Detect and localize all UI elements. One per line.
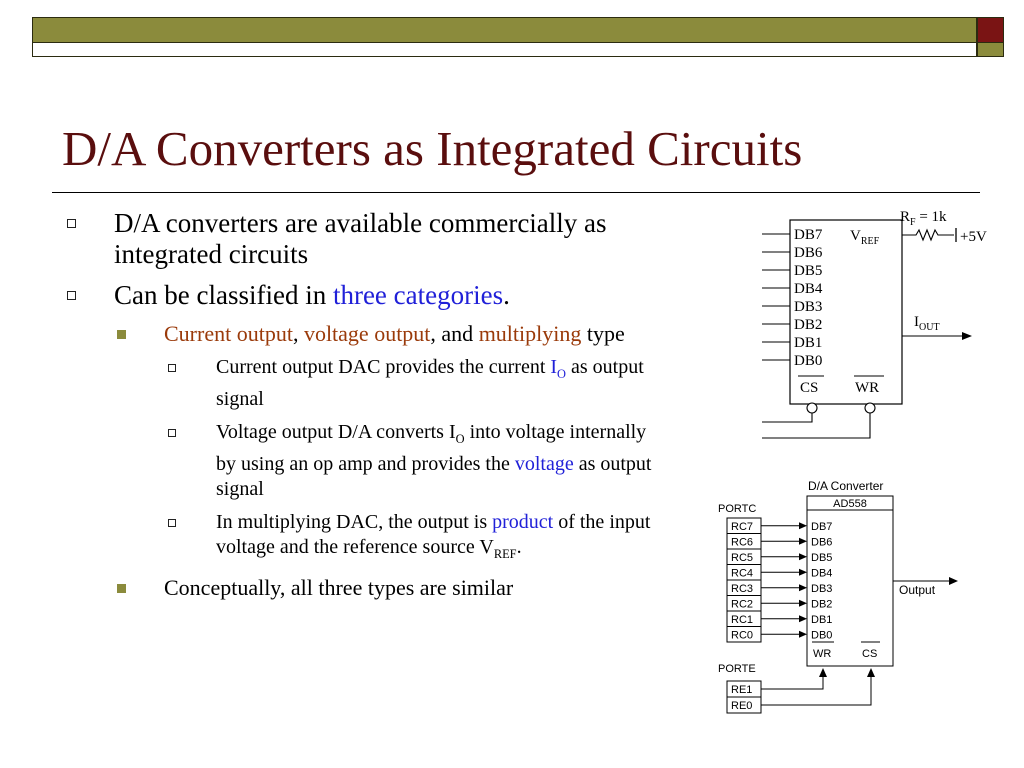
- bullet-text: D/A converters are available commercially as integrated circuits: [114, 208, 607, 269]
- vref-label: $V_{REF}$: [850, 228, 880, 247]
- corner-decor-olive: [977, 43, 1004, 57]
- bullet-classified: Can be classified in three categories.: [62, 280, 662, 311]
- ad558-interface-schematic: [712, 476, 972, 720]
- title-underline: [52, 192, 980, 193]
- pin-label: DB4: [794, 281, 823, 297]
- data-arrow-icon: [799, 584, 807, 591]
- top-decor-bar-lower: [32, 43, 977, 57]
- filled-square-bullet-icon: [117, 584, 126, 593]
- data-arrow-icon: [799, 631, 807, 638]
- pin-label: DB1: [794, 335, 823, 351]
- output-label: Output: [899, 583, 936, 597]
- cs-bubble: [807, 403, 817, 413]
- dac-pin-label: DB7: [811, 520, 833, 533]
- input-pin-lines: [762, 234, 790, 360]
- wr-arrow-icon: [819, 668, 827, 677]
- dac-pin-label: DB4: [811, 567, 833, 580]
- data-arrow-icon: [799, 569, 807, 576]
- portc-pin-label: RC5: [731, 551, 754, 564]
- output-arrow-icon: [962, 332, 972, 340]
- cs-label: CS: [800, 380, 819, 396]
- wr-label: WR: [813, 648, 832, 660]
- dac-pin-label: DB2: [811, 598, 833, 611]
- dac-pin-label: DB5: [811, 551, 833, 564]
- data-arrow-icon: [799, 615, 807, 622]
- dac-pin-label: DB6: [811, 536, 833, 549]
- re0-label: RE0: [731, 700, 753, 712]
- portc-pin-label: RC4: [731, 567, 754, 580]
- top-decor-bar: [32, 17, 977, 43]
- hollow-square-bullet-icon: [168, 429, 176, 437]
- re1-wire: [761, 677, 823, 689]
- wr-wire: [762, 413, 870, 438]
- portc-pin-label: RC2: [731, 598, 754, 611]
- dac-pin-label: DB3: [811, 582, 833, 595]
- hollow-square-bullet-icon: [67, 291, 76, 300]
- resistor-icon: [902, 230, 954, 240]
- data-arrow-icon: [799, 538, 807, 545]
- porte-label: PORTE: [718, 663, 756, 675]
- corner-decor-red: [977, 17, 1004, 43]
- data-arrow-icon: [799, 600, 807, 607]
- dac-title: D/A Converter: [808, 479, 884, 493]
- rf-label: $R_F = 1k$: [900, 209, 947, 228]
- cs-wire: [762, 413, 812, 422]
- data-arrow-icon: [799, 553, 807, 560]
- dac-pin-label: DB1: [811, 613, 833, 626]
- sub-sub-bullet-voltage: Voltage output D/A converts $I_O$ into voltage internally by using an op amp and provides the voltage as output signal: [62, 420, 662, 502]
- chip-name: AD558: [833, 498, 867, 510]
- pin-label: DB5: [794, 263, 823, 279]
- portc-pin-label: RC1: [731, 613, 754, 626]
- slide-body: [62, 208, 662, 609]
- supply-label: +5V: [960, 229, 987, 245]
- pin-label: DB2: [794, 317, 823, 333]
- portc-pin-label: RC7: [731, 520, 754, 533]
- sub-bullet-conceptually: Conceptually, all three types are similar: [62, 575, 662, 601]
- wr-label: WR: [855, 380, 880, 396]
- slide-title: D/A Converters as Integrated Circuits: [62, 121, 803, 176]
- highlight-three-categories: three categories: [332, 280, 504, 310]
- portc-pin-label: RC0: [731, 629, 754, 642]
- sub-bullet-types: Current output, voltage output, and multiplying type: [62, 321, 662, 347]
- iout-label: $I_{OUT}$: [914, 314, 940, 333]
- portc-pin-label: RC3: [731, 582, 754, 595]
- cs-arrow-icon: [867, 668, 875, 677]
- hollow-square-bullet-icon: [67, 219, 76, 228]
- portc-label: PORTC: [718, 503, 757, 515]
- re0-wire: [761, 677, 871, 705]
- cs-label: CS: [862, 648, 878, 660]
- pin-label: DB3: [794, 299, 823, 315]
- dac-pin-label: DB0: [811, 629, 833, 642]
- portc-pin-label: RC6: [731, 536, 754, 549]
- re1-label: RE1: [731, 684, 753, 696]
- pin-label: DB0: [794, 353, 823, 369]
- pin-label: DB7: [794, 227, 823, 243]
- port-rows: [727, 521, 832, 642]
- filled-square-bullet-icon: [117, 330, 126, 339]
- pin-labels: [794, 227, 823, 369]
- output-arrow-icon: [949, 577, 958, 585]
- dac-ic-schematic: [758, 202, 1008, 447]
- bullet-available: [62, 208, 662, 270]
- pin-label: DB6: [794, 245, 823, 261]
- hollow-square-bullet-icon: [168, 519, 176, 527]
- sub-sub-bullet-multiplying: In multiplying DAC, the output is product of the input voltage and the reference source $V_{REF}$.: [62, 510, 662, 567]
- data-arrow-icon: [799, 522, 807, 529]
- wr-bubble: [865, 403, 875, 413]
- sub-sub-bullet-current: Current output DAC provides the current $I_O$ as output signal: [62, 355, 662, 412]
- hollow-square-bullet-icon: [168, 364, 176, 372]
